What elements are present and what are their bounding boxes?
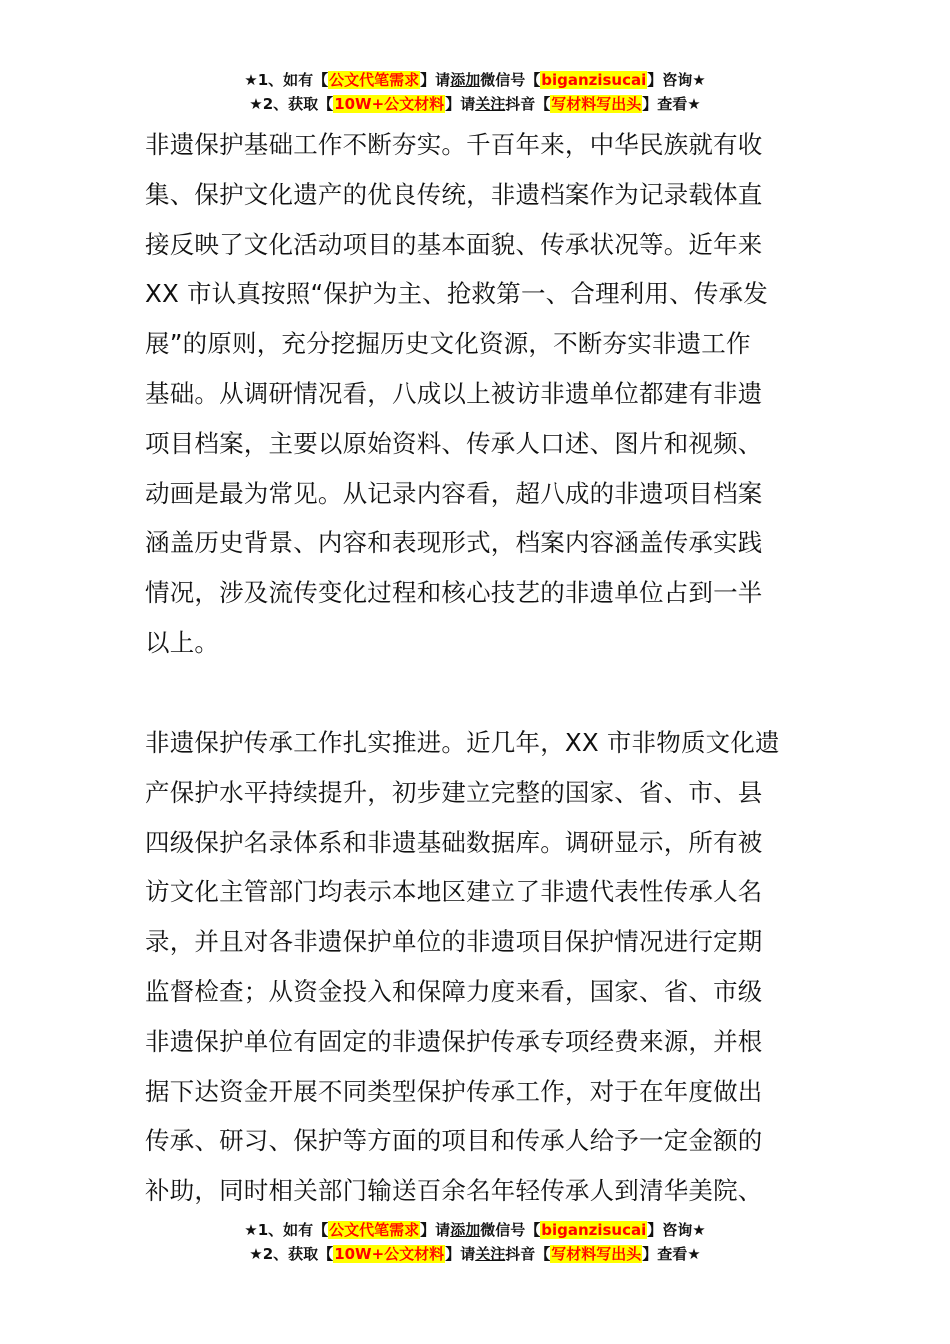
text-line: 非遗保护单位有固定的非遗保护传承专项经费来源，并根 — [145, 1026, 763, 1056]
text-line: 集、保护文化遗产的优良传统，非遗档案作为记录载体直 — [145, 179, 763, 209]
text-line: 非遗保护传承工作扎实推进。近几年，XX 市非物质文化遗 — [145, 728, 780, 757]
text-line: 接反映了文化活动项目的基本面貌、传承状况等。近年来 — [145, 229, 763, 259]
text-line: 四级保护名录体系和非遗基础数据库。调研显示，所有被 — [145, 827, 763, 857]
paragraph-heritage-inheritance — [145, 718, 810, 1216]
text-line: 录，并且对各非遗保护单位的非遗项目保护情况进行定期 — [145, 927, 763, 957]
text-line: 监督检查；从资金投入和保障力度来看，国家、省、市级 — [145, 976, 763, 1006]
banner-line-2: ★2、获取【10W+公文材料】请关注抖音【写材料写出头】查看★ — [249, 95, 701, 113]
text-line: 非遗保护基础工作不断夯实。千百年来，中华民族就有收 — [145, 130, 763, 159]
text-line: 产保护水平持续提升，初步建立完整的国家、省、市、县 — [145, 777, 763, 807]
header-banner — [0, 68, 950, 116]
banner-line-1: ★1、如有【公文代笔需求】请添加微信号【biganzisucai】咨询★ — [244, 71, 706, 89]
text-line: 项目档案，主要以原始资料、传承人口述、图片和视频、 — [145, 428, 763, 458]
text-line: 基础。从调研情况看，八成以上被访非遗单位都建有非遗 — [145, 378, 763, 408]
text-line: 以上。 — [145, 627, 220, 657]
highlight-douyin-account: 写材料写出头 — [551, 1245, 642, 1263]
text-line: 情况，涉及流传变化过程和核心技艺的非遗单位占到一半 — [145, 578, 763, 608]
highlight-materials: 10W+公文材料 — [334, 95, 445, 113]
text-line: 传承、研习、保护等方面的项目和传承人给予一定金额的 — [145, 1126, 763, 1156]
highlight-materials: 10W+公文材料 — [334, 1245, 445, 1263]
text-line: XX 市认真按照“保护为主、抢救第一、合理利用、传承发 — [145, 279, 768, 309]
text-line: 据下达资金开展不同类型保护传承工作，对于在年度做出 — [145, 1076, 763, 1106]
highlight-douyin-account: 写材料写出头 — [551, 95, 642, 113]
highlight-service: 公文代笔需求 — [329, 71, 420, 89]
highlight-service: 公文代笔需求 — [329, 1221, 420, 1239]
text-line: 访文化主管部门均表示本地区建立了非遗代表性传承人名 — [145, 877, 763, 907]
footer-banner — [0, 1218, 950, 1266]
text-line: 展”的原则，充分挖掘历史文化资源，不断夯实非遗工作 — [145, 329, 751, 359]
text-line: 动画是最为常见。从记录内容看，超八成的非遗项目档案 — [145, 478, 763, 508]
text-line: 补助，同时相关部门输送百余名年轻传承人到清华美院、 — [145, 1176, 763, 1206]
highlight-wechat-id: biganzisucai — [541, 1221, 647, 1239]
banner-line-2: ★2、获取【10W+公文材料】请关注抖音【写材料写出头】查看★ — [249, 1245, 701, 1263]
banner-line-1: ★1、如有【公文代笔需求】请添加微信号【biganzisucai】咨询★ — [244, 1221, 706, 1239]
highlight-wechat-id: biganzisucai — [541, 71, 647, 89]
paragraph-heritage-foundation — [145, 120, 810, 668]
text-line: 涵盖历史背景、内容和表现形式，档案内容涵盖传承实践 — [145, 528, 763, 558]
